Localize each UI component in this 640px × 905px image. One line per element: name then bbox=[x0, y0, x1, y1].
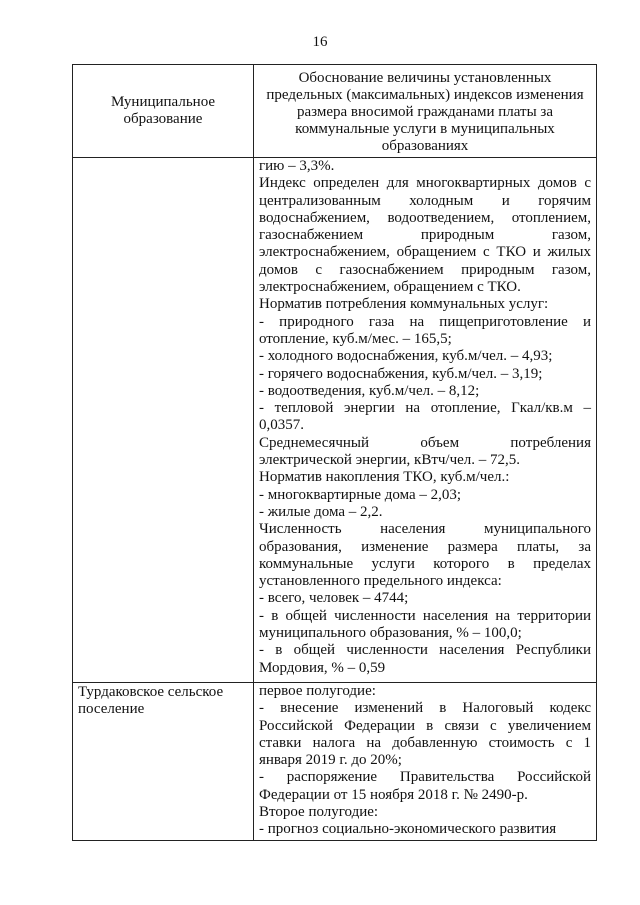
justification-line: гию – 3,3%. bbox=[259, 158, 335, 174]
justification-line: - прогноз социально-экономического развития bbox=[259, 821, 557, 838]
justification-cell bbox=[254, 683, 597, 841]
justification-line: - многоквартирные дома – 2,03; bbox=[259, 486, 462, 503]
justification-line: - всего, человек – 4744; bbox=[259, 590, 409, 607]
justification-line: - внесение изменений в Налоговый кодекс Российской Федерации в связи с увеличением ставки налога на добавленную стоимость с 1 января 2019 г. до 20%; bbox=[259, 700, 591, 769]
justification-clip bbox=[259, 683, 591, 839]
justification-line: - жилые дома – 2,2. bbox=[259, 503, 383, 520]
page-number: 16 bbox=[312, 34, 328, 50]
justification-line: Среднемесячный объем потребления электрической энергии, кВтч/чел. – 72,5. bbox=[259, 434, 591, 469]
justification-line: Индекс определен для многоквартирных домов с централизованным холодным и горячим водоснабжением, водоотведением, отоплением, газоснабжением природным газом, электроснабжением, обращением с ТКО и жилых домов с газоснабжением природным газом, электроснабжением, обращением с ТКО. bbox=[259, 175, 591, 296]
header-municipality: Муниципальное образование bbox=[73, 65, 254, 158]
municipality-cell-empty bbox=[73, 158, 254, 683]
table-header-row bbox=[73, 65, 597, 158]
justification-line: - распоряжение Правительства Российской Федерации от 15 ноября 2018 г. № 2490-р. bbox=[259, 769, 591, 803]
justification-line: - в общей численности населения на территории муниципального образования, % – 100,0; bbox=[259, 607, 591, 642]
justification-line: - горячего водоснабжения, куб.м/чел. – 3,19; bbox=[259, 365, 543, 382]
justification-line: Второе полугодие: bbox=[259, 804, 379, 821]
indices-table bbox=[72, 64, 597, 841]
justification-cell bbox=[254, 158, 597, 683]
justification-line: Норматив потребления коммунальных услуг: bbox=[259, 296, 549, 313]
justification-line: Численность населения муниципального образования, изменение размера платы, за коммунальные услуги которого в пределах установленного предельного индекса: bbox=[259, 521, 591, 590]
justification-line: первое полугодие: bbox=[259, 683, 376, 699]
municipality-name: Турдаковское сельское поселение bbox=[73, 683, 254, 841]
justification-line: - природного газа на пищеприготовление и отопление, куб.м/мес. – 165,5; bbox=[259, 313, 591, 347]
justification-line: - в общей численности населения Республики Мордовия, % – 0,59 bbox=[259, 642, 591, 676]
header-justification: Обоснование величины установленных предельных (максимальных) индексов изменения размера вносимой гражданами платы за коммунальные услуги в муниципальных образованиях bbox=[254, 65, 597, 158]
justification-line: - тепловой энергии на отопление, Гкал/кв.м – 0,0357. bbox=[259, 400, 591, 434]
justification-line: - холодного водоснабжения, куб.м/чел. – 4,93; bbox=[259, 348, 553, 365]
table-row bbox=[73, 683, 597, 841]
justification-line: Норматив накопления ТКО, куб.м/чел.: bbox=[259, 469, 510, 486]
justification-line: - водоотведения, куб.м/чел. – 8,12; bbox=[259, 382, 480, 399]
table-row bbox=[73, 158, 597, 683]
